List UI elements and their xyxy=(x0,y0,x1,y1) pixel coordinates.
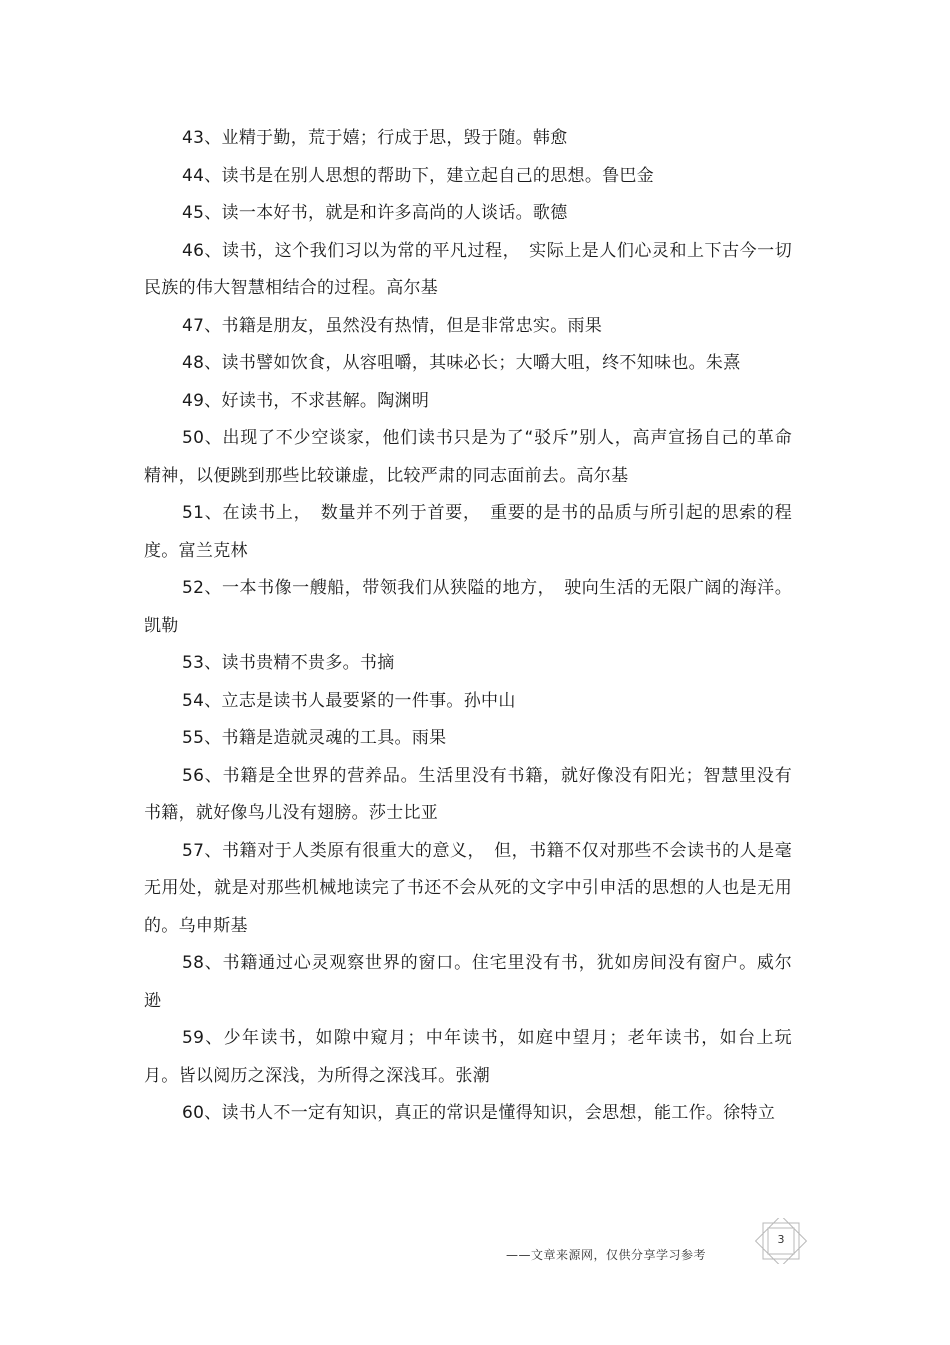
quote-51: 51、在读书上， 数量并不列于首要， 重要的是书的品质与所引起的思索的程度。富兰克林 xyxy=(144,503,792,561)
quote-48: 48、读书譬如饮食，从容咀嚼，其味必长；大嚼大咀，终不知味也。朱熹 xyxy=(182,353,741,373)
footer-source-note: ——文章来源网，仅供分享学习参考 xyxy=(506,1248,707,1262)
quote-54: 54、立志是读书人最要紧的一件事。孙中山 xyxy=(182,690,516,711)
quote-57: 57、书籍对于人类原有很重大的意义， 但，书籍不仅对那些不会读书的人是毫无用处，就是对那些机械地读完了书还不会从死的文字中引申活的思想的人也是无用的。乌申斯基 xyxy=(144,840,792,936)
quote-59: 59、少年读书，如隙中窥月；中年读书，如庭中望月；老年读书，如台上玩月。皆以阅历之深浅，为所得之深浅耳。张潮 xyxy=(144,1028,792,1086)
quote-list xyxy=(144,120,792,1133)
quote-50: 50、出现了不少空谈家，他们读书只是为了“驳斥”别人，高声宣扬自己的革命精神，以便跳到那些比较谦虚，比较严肃的同志面前去。高尔基 xyxy=(144,428,792,486)
quote-52: 52、一本书像一艘船，带领我们从狭隘的地方， 驶向生活的无限广阔的海洋。凯勒 xyxy=(144,578,792,636)
quote-49: 49、好读书，不求甚解。陶渊明 xyxy=(182,390,430,411)
quote-45: 45、读一本好书，就是和许多高尚的人谈话。歌德 xyxy=(182,203,568,223)
quote-56: 56、书籍是全世界的营养品。生活里没有书籍，就好像没有阳光；智慧里没有书籍，就好像鸟儿没有翅膀。莎士比亚 xyxy=(144,765,792,823)
quote-60: 60、读书人不一定有知识，真正的常识是懂得知识，会思想，能工作。徐特立 xyxy=(182,1103,776,1123)
quote-55: 55、书籍是造就灵魂的工具。雨果 xyxy=(182,728,447,748)
page-number: 3 xyxy=(777,1233,785,1246)
page-number-badge xyxy=(755,1218,807,1264)
quote-47: 47、书籍是朋友，虽然没有热情，但是非常忠实。雨果 xyxy=(182,315,603,336)
quote-43: 43、业精于勤，荒于嬉；行成于思，毁于随。韩愈 xyxy=(182,128,568,148)
quote-44: 44、读书是在别人思想的帮助下，建立起自己的思想。鲁巴金 xyxy=(182,165,655,186)
quote-46: 46、读书，这个我们习以为常的平凡过程， 实际上是人们心灵和上下古今一切民族的伟大智慧相结合的过程。高尔基 xyxy=(144,240,792,298)
quote-58: 58、书籍通过心灵观察世界的窗口。住宅里没有书，犹如房间没有窗户。威尔逊 xyxy=(144,953,792,1011)
quote-53: 53、读书贵精不贵多。书摘 xyxy=(182,653,395,673)
